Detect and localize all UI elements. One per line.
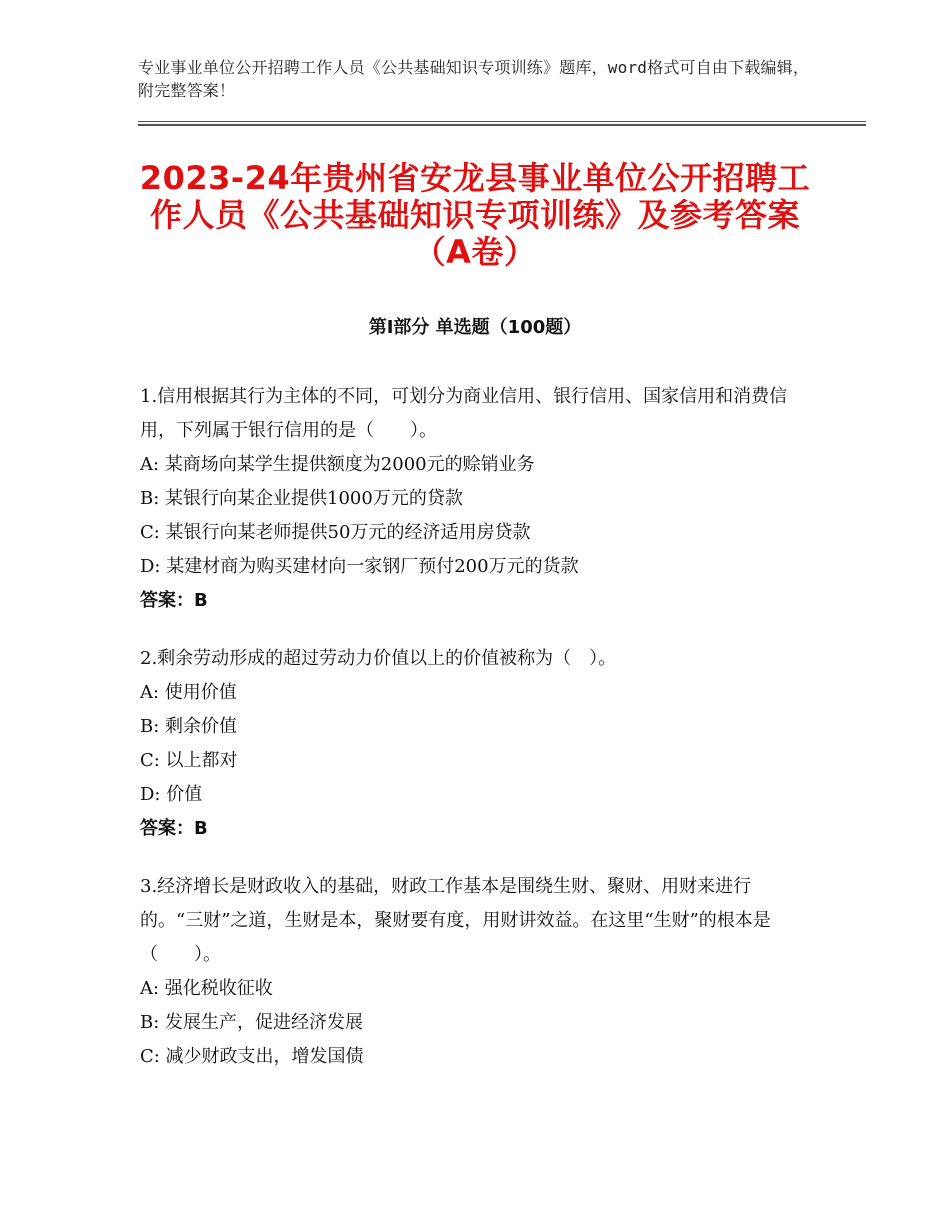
- option-d: D: 价值: [140, 784, 203, 805]
- question-stem: 2.剩余劳动形成的超过劳动力价值以上的价值被称为（ ）。: [140, 648, 617, 669]
- question-1: [140, 380, 810, 618]
- answer: 答案：B: [140, 818, 208, 839]
- section-title: 第Ⅰ部分 单选题（100题）: [368, 317, 582, 338]
- header-divider: [138, 121, 866, 126]
- option-c: C: 减少财政支出，增发国债: [140, 1046, 364, 1067]
- question-3: [140, 870, 810, 1074]
- question-list: [140, 380, 810, 1098]
- document-title: 2023-24年贵州省安龙县事业单位公开招聘工作人员《公共基础知识专项训练》及参考答案（A卷）: [139, 159, 811, 271]
- option-b: B: 剩余价值: [140, 716, 238, 737]
- option-a: A: 使用价值: [140, 682, 237, 703]
- option-d: D: 某建材商为购买建材向一家钢厂预付200万元的货款: [140, 556, 579, 577]
- answer: 答案：B: [140, 590, 208, 611]
- question-stem: 1.信用根据其行为主体的不同，可划分为商业信用、银行信用、国家信用和消费信用，下列属于银行信用的是（ ）。: [140, 386, 788, 441]
- header-note: 专业事业单位公开招聘工作人员《公共基础知识专项训练》题库，word格式可自由下载编辑，附完整答案！: [138, 58, 810, 100]
- option-c: C: 以上都对: [140, 750, 238, 771]
- option-a: A: 某商场向某学生提供额度为2000元的赊销业务: [140, 454, 535, 475]
- option-c: C: 某银行向某老师提供50万元的经济适用房贷款: [140, 522, 531, 543]
- option-a: A: 强化税收征收: [140, 978, 273, 999]
- option-b: B: 发展生产，促进经济发展: [140, 1012, 364, 1033]
- question-stem: 3.经济增长是财政收入的基础，财政工作基本是围绕生财、聚财、用财来进行的。“三财”之道，生财是本，聚财要有度，用财讲效益。在这里“生财”的根本是（ ）。: [140, 876, 771, 965]
- option-b: B: 某银行向某企业提供1000万元的贷款: [140, 488, 463, 509]
- question-2: [140, 642, 810, 846]
